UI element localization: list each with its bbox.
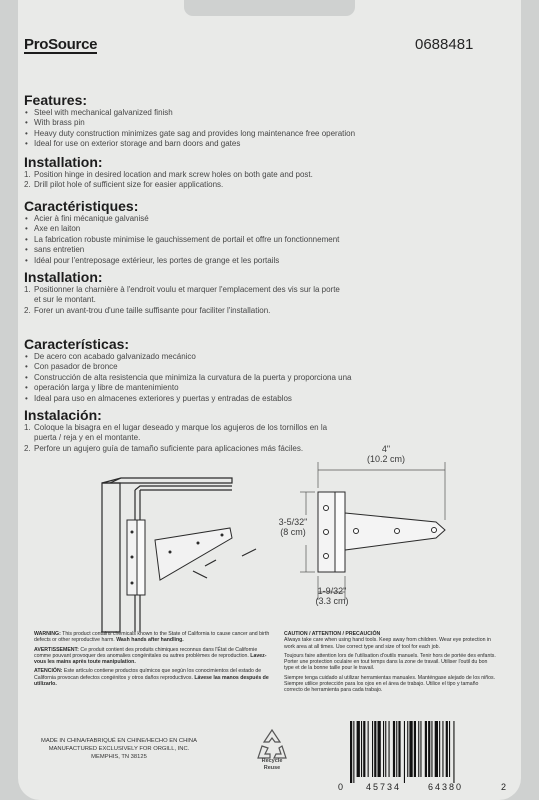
installed-hinge-illustration	[127, 520, 232, 595]
barcode-bar	[435, 721, 438, 777]
list-item: • With brass pin	[24, 118, 484, 128]
barcode-bar	[409, 721, 412, 777]
barcode-bar	[420, 721, 421, 777]
barcode-bar	[396, 721, 397, 777]
list-item: • La fabrication robuste minimise le gauchissement de portail et offre un fonctionnement	[24, 235, 484, 245]
barcode-bar	[383, 721, 384, 777]
sku-number: 0688481	[415, 36, 474, 53]
list-item: puerta / reja y en el montante.	[34, 433, 141, 443]
barcode-bar	[431, 721, 432, 777]
brand-logo: ProSource	[24, 36, 98, 53]
install-heading-fr: Installation:	[24, 269, 103, 286]
barcode-bar	[350, 721, 352, 783]
list-item: • De acero con acabado galvanizado mecánico	[24, 352, 484, 362]
barcode-digit-right: 2	[501, 782, 507, 792]
list-item: • Heavy duty construction minimizes gate sag and provides long maintenance free operation	[24, 129, 484, 139]
barcode-bar	[418, 721, 419, 777]
list-item: • Steel with mechanical galvanized finish	[24, 108, 484, 118]
list-item: • Idéal pour l'entreposage extérieur, les portes de grange et les portails	[24, 256, 484, 266]
list-item: • Ideal para uso en almacenes exteriores y puertas y entradas de establos	[24, 394, 484, 404]
install-heading-es: Instalación:	[24, 407, 102, 424]
barcode	[350, 721, 498, 783]
list-item: 1. Positionner la charnière à l'endroit voulu et marquer l'emplacement des vis sur la porte	[24, 285, 340, 295]
barcode-bar	[414, 721, 416, 777]
barcode-bar	[393, 721, 395, 777]
recycle-label: Recycle Reuse	[261, 758, 283, 771]
caution-block: CAUTION / ATTENTION / PRECAUCIÓN Always take care when using hand tools. Keep away from children. Wear eye protection in work area at all times. Use correct type and size of tool for each job. Toujours faire attention lors de l'utilisation d'outils manuels. Tenir hors de portée des enfants. Porter une protection oculaire en tout temps dans la zone de travail. Utiliser l'outil du bon type et de la bonne taille pour le travail. Siempre tenga cuidado al utilizar herramientas manuales. Manténgase alejado de los niños. Siempre utilice protección para los ojos en el área de trabajo. Utilice el tipo y tamaño correcto de herramienta para cada trabajo.	[284, 631, 496, 694]
barcode-bar	[428, 721, 430, 777]
list-item: • Axe en laiton	[24, 224, 484, 234]
list-item: • Acier à fini mécanique galvanisé	[24, 214, 484, 224]
features-heading-es: Características:	[24, 336, 130, 352]
dimension-hinge-illustration	[318, 492, 445, 572]
barcode-bar	[353, 721, 354, 783]
list-item: • Ideal for use on exterior storage and barn doors and gates	[24, 139, 484, 149]
barcode-bar	[378, 721, 381, 777]
barcode-bar	[372, 721, 373, 777]
barcode-bar	[453, 721, 454, 783]
list-item: et sur le montant.	[34, 295, 96, 305]
width-dimension: 4" (10.2 cm)	[366, 444, 405, 464]
barcode-bar	[449, 721, 450, 777]
list-item: 1. Position hinge in desired location and mark screw holes on both gate and post.	[24, 169, 313, 179]
barcode-digits-2: 64380	[428, 782, 464, 792]
install-heading-en: Installation:	[24, 153, 103, 170]
barcode-bar	[404, 721, 405, 783]
warning-block: WARNING: This product contains chemicals known to the State of California to cause cancer and birth defects or other reproductive harm. Wash hands after handling. AVERTISSEMENT: Ce produit contient des produits chimiques reconnus dans l'État de Californie comme pouvant provoquer des anomalies congénitales ou autres problèmes de reproduction. Lavez-vous les mains après toute manipulation. ATENCIÓN: Este artículo contiene productos químicos que según los conocimientos del estado de California provocan defectos congénitos y otros daños reproductivos. Lávese las manos después de utilizarlo.	[34, 631, 270, 688]
list-item: 2. Perfore un agujero guía de tamaño suficiente para aplicaciones más fáciles.	[24, 443, 304, 453]
list-item: 2. Drill pilot hole of sufficient size for easier applications.	[24, 180, 224, 190]
barcode-bar	[374, 721, 376, 777]
list-item: 2. Forer un avant-trou d'une taille suffisante pour faciliter l'installation.	[24, 305, 271, 315]
list-item: 1. Coloque la bisagra en el lugar deseado y marque los agujeros de los tornillos en la	[24, 423, 328, 433]
list-item: • Construcción de alta resistencia que minimiza la curvatura de la puerta y proporciona una	[24, 373, 484, 383]
list-item: • sans entretien	[24, 245, 484, 255]
height-dimension: 3-5/32" (8 cm)	[278, 517, 308, 537]
barcode-bar	[357, 721, 360, 777]
barcode-digit-left: 0	[338, 782, 344, 792]
features-heading-en: Features:	[24, 92, 88, 108]
strap-dimension: 1-9/32" (3.3 cm)	[315, 586, 349, 606]
barcode-bar	[446, 721, 448, 777]
features-heading-fr: Caractéristiques:	[24, 198, 139, 214]
list-item: • operación larga y libre de mantenimiento	[24, 383, 484, 393]
barcode-bar	[361, 721, 362, 777]
barcode-bar	[407, 721, 408, 777]
barcode-digits-1: 45734	[366, 782, 402, 792]
list-item: • Con pasador de bronce	[24, 362, 484, 372]
barcode-bar	[398, 721, 400, 777]
barcode-bar	[439, 721, 440, 777]
barcode-bar	[389, 721, 390, 777]
barcode-bar	[368, 721, 369, 777]
barcode-bar	[363, 721, 365, 777]
barcode-bar	[425, 721, 427, 777]
barcode-bar	[385, 721, 386, 777]
barcode-bar	[442, 721, 443, 777]
origin-text: MADE IN CHINA/FABRIQUÉ EN CHINE/HECHO EN CHINA MANUFACTURED EXCLUSIVELY FOR ORGILL, INC. MEMPHIS, TN 38125	[41, 738, 197, 760]
